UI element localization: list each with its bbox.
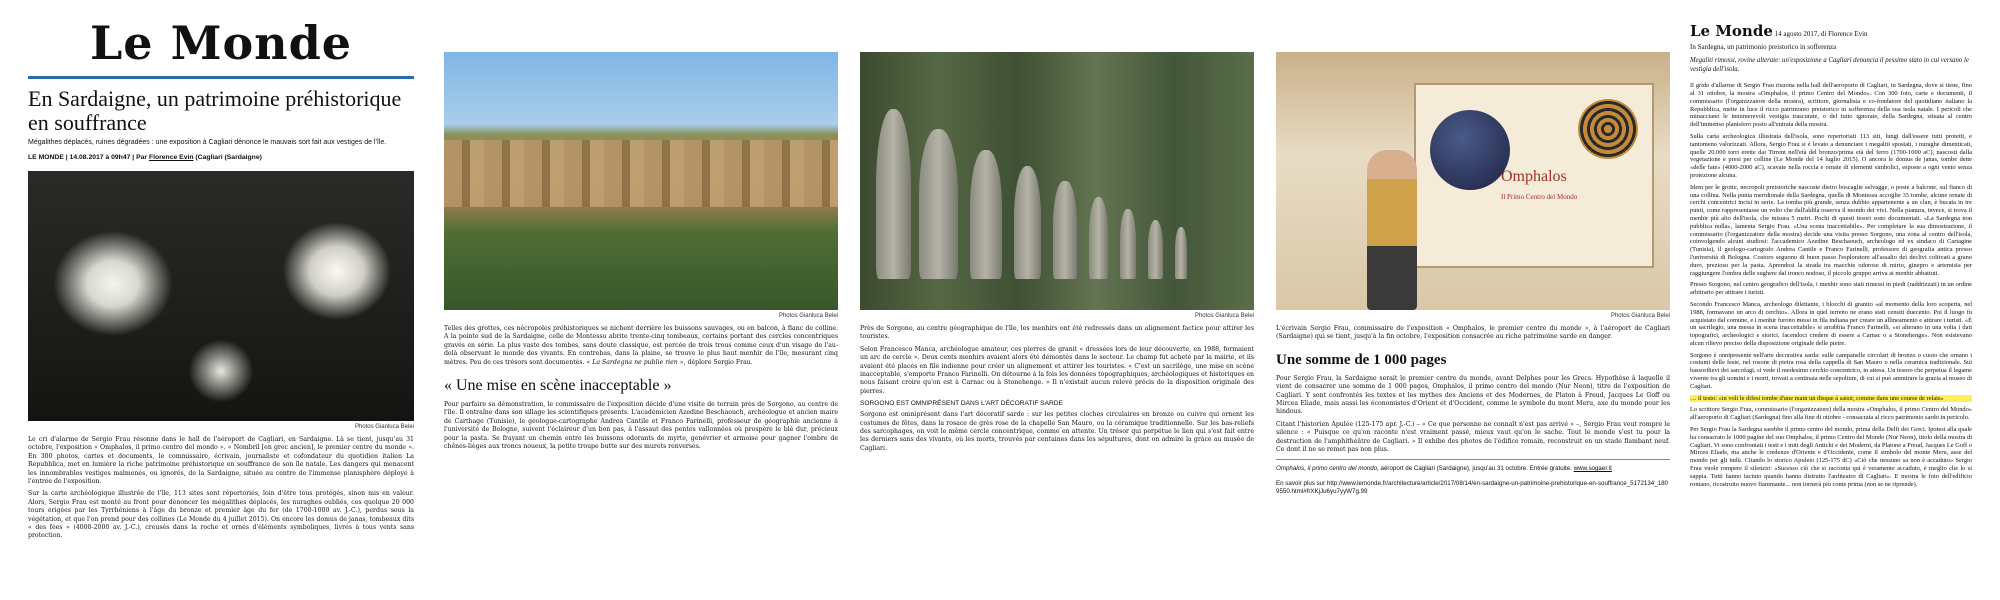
- le-monde-logo: Le Monde: [89, 16, 353, 70]
- highlighted-passage: … il testo: «in voli le difesi tombe d'une main un disque à saisir, comme dans une course de relais»: [1690, 395, 1972, 403]
- menhir: [1089, 197, 1109, 280]
- byline-prefix: LE MONDE | 14.08.2017 à 09h47 | Par: [28, 154, 149, 161]
- photo-credit: Photos Gianluca Belei: [1610, 313, 1670, 319]
- article-col-french-4: [1276, 0, 1670, 600]
- exhibition-panel: [1414, 83, 1654, 268]
- standfirst: Mégalithes déplacés, ruines dégradées : une exposition à Cagliari dénonce le mauvais sort fait aux vestiges de l'île.: [28, 139, 387, 146]
- paragraph: Presso Sorgono, nel centro geografico dell'isola, i menhir sono stati rimessi in piedi (raddrizzati) in un ordine arbitrario per attirare i turisti.: [1690, 281, 1972, 297]
- byline-suffix: (Cagliari (Sardaigne): [193, 154, 262, 161]
- paragraph: Pour Sergio Frau, la Sardaigne serait le premier centre du monde, avant Delphes pour les Grecs. Hypothèse à laquelle il vient de consacrer une somme de 1 000 pages, Omphalos, il primo centro del mondo (Nur Neon), titre de l'exposition de Cagliari. Y sont confrontés les textes et les mythes des Anciens et des Modernes, de Platon à Freud, Jacques Le Goff ou Mircea Eliade, mais aussi les économistes d'Orient et d'Occident, comme le symbole du mont Meru, axe du monde pour les hindous.: [1276, 374, 1670, 416]
- menhir: [1014, 166, 1042, 280]
- paragraph: L'écrivain Sergio Frau, commissaire de l'exposition « Omphalos, le premier centre du monde », à l'aéroport de Cagliari (Sardaigne) qui se tient, jusqu'à la fin octobre, l'exposition consacrée au riche patrimoine sarde en danger.: [1276, 325, 1670, 341]
- paragraph: Près de Sorgono, au centre géographique de l'île, les menhirs ont été redressés dans un alignement factice pour attirer les touristes.: [860, 325, 1254, 341]
- speaker-figure: [1367, 150, 1417, 310]
- paragraph: Secondo Francesco Manca, archeologo dilettante, i blocchi di granito «al momento della loro scoperta, nel 1988, formavano un arco di cerchio». Allora in quel terreno ne erano stati censiti duecento. Poi il luogo fu acquistato dal comune, e i menhir furono messi in fila indiana per creare un allineamento e attirare i turisti. «È un sacrilegio, una messa in scena inaccettabile» si arrabbia Franco Farinelli, «si alterano in una volta i dati topografici, archeologici e storici, facendoci credere di essere a Carnac o a Stonehenge». Non esistevano alcun rilievo preciso della disposizione originale delle pietre.: [1690, 300, 1972, 347]
- paragraph: Telles des grottes, ces nécropoles préhistoriques se nichent derrière les buissons sauvages, ou en balcon, à flanc de colline. A la pointe sud de la Sardaigne, celle de Montessu abrite trente-cinq tombeaux, certains portant des cercles concentriques gravés en série. La plus vaste des tombes, sans doute classique, est percée de trois trous comme ceux d'un visage de l'au-delà observant le monde des vivants. En contrebas, dans la plaine, se trouve le plus haut menhir de l'île, mesurant cinq mètres. Peu de ces trésors sont documentés. « La Sardegna ne publie rien », déplore Sergio Frau.: [444, 325, 838, 366]
- paragraph: Idem per le grotte, necropoli preistoriche nascoste dietro boscaglie selvagge, o poste a balcone, sul fianco di una collina. Nella punta meridionale della Sardegna, quella di Montessu accoglie 35 tombe, alcune ornate di cerchi concentrici incisi in serie. La tomba più grande, senza dubbio appartenente a un clan, è bucata in tre punti, come rappresentasse un volto che dall'aldilà osserva il mondo dei vivi. Nella pianura, invece, si trova il menhir più alto dell'isola, che misura 5 metri. Pochi di questi tesori sono documentati. «La Sardegna non pubblica nulla», lamenta Sergio Frau. «Una scena inaccettabile». Per completare la sua dimostrazione, il commissario (l'organizzatore della mostra) decide una visita presso Sorgono, una zona al centro dell'isola, coinvolgendo alcuni studiosi: l'accademico Azedine Beschaouch, archeologo ed ex sindaco di Cartagine (Tunisia), il geologo-cartografo Andrea Cantile e Franco Farinelli, professore di geografia antica presso l'università di Bologna. Costoro seguono di buon passo l'esploratore all'assalto dei declivi coltivati a grano duro, prezioso per la pasta. Aprendosi la strada tra macchie odorose di mirto, ginepro e artemisia per raggiungere l'ombra delle sughere dal tronco nodoso, il piccolo gruppo arriva ai menhir abbattuti.: [1690, 183, 1972, 277]
- exhibition-disc: [1578, 99, 1638, 159]
- paragraph: Sorgono est omniprésent dans l'art décoratif sarde : sur les petites cloches circulaires en bronze ou cuivre qui ornent les costumes de fêtes, dans la rosace de grès rose de la chapelle San Mauro, ou la céramique traditionnelle. Sur les bas-reliefs des sarcophages, on voit le même cercle concentrique, comme en attente. Un trésor qui perpétue le lien qui s'est fait entre les derniers sans des vivants, où les morts, trouvés par centaines dans les sépultures, dont on admire la grâce au musée de Cagliari.: [860, 411, 1254, 452]
- paragraph: Sorgono è onnipresente nell'arte decorativa sarda: sulle campanelle circolari di bronzo o cuoio che ornano i costumi delle feste, nel rosone di pietra rosa della cappella di San Mauro o nella ceramica tradizionale. Sui bassorilievi dei sarcofagi, si vede il medesimo cerchio concentrico, in attesa. Un tesoro che perpetua il legame vivente tra gli uomini e i morti, trovati a centinaia nelle sepolture, di cui si può ammirare la grazia al museo di Cagliari.: [1690, 351, 1972, 390]
- expo-subtitle: Il Primo Centro del Mondo: [1500, 193, 1578, 202]
- photo-montessu-necropolis: [444, 52, 838, 310]
- paragraph: Le cri d'alarme de Sergio Frau résonne dans le hall de l'aéroport de Cagliari, en Sardaigne. Là se tient, jusqu'au 31 octobre, l'exposition « Omphalos, il primo centro del mondo ». « Nombril [en grec ancien], le premier centre du monde ». En 300 photos, cartes et documents, le commissaire, écrivain, journaliste et cofondateur du quotidien italien La Repubblica, met en lumière la riche patrimoine préhistorique en souffrance de son île natale. Les dangers qui menacent les innombrables vestiges malmenés, ou ignorés, de la Sardaigne, située au centre de l'immense planisphère déployé à l'entrée de l'exposition.: [28, 436, 414, 486]
- byline-author-link[interactable]: Florence Evin: [148, 154, 194, 161]
- menhir: [1053, 181, 1077, 279]
- source-url: En savoir plus sur http://www.lemonde.fr/architecture/article/2017/08/14/en-sardaigne-un-patrimoine-prehistorique-en-souffrance_5172134_1809550.html#frXKjJu6yu7yyW7g.99: [1276, 479, 1668, 496]
- le-monde-logo-small: Le Monde: [1690, 22, 1773, 40]
- section-heading: Une somme de 1 000 pages: [1276, 351, 1447, 368]
- article-headline: En Sardaigne, un patrimoine préhistorique en souffrance: [28, 86, 402, 135]
- logo-rule: [28, 76, 414, 79]
- photo-credit: Photos Gianluca Belei: [354, 424, 414, 430]
- exhibition-globe: [1430, 110, 1510, 190]
- photo-sorgono-menhirs: [860, 52, 1254, 310]
- menhir: [1148, 220, 1164, 279]
- italian-standfirst: Megaliti rimossi, rovine alterate: un'esposizione a Cagliari denuncia il pessimo stato in cui versano le vestigia dell'isola.: [1690, 57, 1969, 73]
- paragraph: Pour parfaire sa démonstration, le commissaire de l'exposition décide d'une visite de terrain près de Sorgono, au centre de l'île. Il entraîne dans son sillage les scientifiques présents. L'académicien Azedine Beschaouch, archéologue et ancien maire de Carthage (Tunisie), le géologue-cartographe Andrea Cantile et Franco Farinelli, professeur de géographie ancienne à l'université de Bologne, suivent l'éclaireur d'un bon pas, à l'assaut des pentes vallonnées où prospère le blé dur, précieux pour la pasta. Se frayant un chemin entre les buissons odorants de myrte, genévrier et armoise pour gagner l'ombre de chênes-lièges aux troncs noueux, la petite troupe butte sur des murets renversés.: [444, 401, 838, 451]
- section-heading: « Une mise en scène inacceptable »: [444, 377, 672, 395]
- article-col-french-1: [28, 0, 414, 600]
- paragraph: Per Sergio Frau la Sardegna sarebbe il primo centro del mondo, prima della Delfi dei Greci. Ipotesi alla quale ha consacrato le 1000 pagine del suo Omphalos, il primo Centro del Mondo (Nur Neon), titolo della mostra di Cagliari. Vi sono confrontati i testi e i miti degli Antichi e dei Moderni, da Platone a Freud, Jacques Le Goff o Mircea Eliade, ma anche le credenze d'Oriente e d'Occidente, come il simbolo del monte Meru, asse del mondo per gli indù. Citando lo storico Apuleio (125-175 dC) «Ciò che nessuno sa non è accaduto» Sergio Frau vuole rompere il silenzio: «Sucesso ciò che si racconta qui è veramente accaduto, è meglio che lo si sappia. Tutti hanno taciuto quando hanno distrutto l'anfiteatro di Cagliari». E mostra le foto dell'edificio romano, ricostruito nuovo fiammante... non tornerà più come prima (non se ne riprende).: [1690, 426, 1972, 488]
- info-rule: [1276, 459, 1670, 460]
- article-col-french-3: [860, 0, 1254, 600]
- paragraph: Citant l'historien Apulée (125-175 apr. J.-C.) – « Ce que personne ne connaît n'est pas arrivé » –, Sergio Frau veut rompre le silence : « Puisque ce qu'on raconte n'est vraiment passé, mieux vaut qu'on le sache. Tout le monde s'est tu pour la destruction de l'amphithéâtre de Cagliari. » Il exhibe des photos de l'édifice romain, reconstruit en un stade flambant neuf. Ce dont il ne se remet pas non plus.: [1276, 420, 1670, 454]
- photo-sergio-frau-exhibition: [1276, 52, 1670, 310]
- cliff-band: [444, 140, 838, 207]
- photo-credit: Photos Gianluca Belei: [778, 313, 838, 319]
- article-col-italian: [1690, 0, 1972, 600]
- expo-title: Omphalos: [1500, 168, 1567, 186]
- photo-domus-de-janas: [28, 171, 414, 421]
- paragraph: Sur la carte archéologique illustrée de l'île, 113 sites sont répertoriés, loin d'être tous protégés, sinon mis en valeur. Alors, Sergio Frau est monté au front pour dénoncer les mégalithes déplacés, les nuraghes oubliés, ces quelque 20 000 tours érigées par les Tyrrhéniens à l'âge du bronze et premier âge du fer (de 1700-1000 av. J.-C.), perdus sous la végétation, et que l'on prend pour des collines (Le Monde du 4 juillet 2015). On encore les domus de janas, tombeaux dits « des fées » (4000-2000 av. J.-C.), creusés dans la roche et ornés d'éléments symboliques, livrés à tous vents sans protection.: [28, 490, 414, 540]
- subheading: SORGONO EST OMNIPRÉSENT DANS L'ART DÉCORATIF SARDE: [860, 400, 1063, 408]
- paragraph: Sulla carta archeologica illustrata dell'isola, sono repertoriati 113 siti, lungi dall'essere tutti protetti, e tantomeno valorizzati. Allora, Sergio Frau si è levato a denunciare i megaliti spostati, i nuraghe dimenticati, quelle 20.000 torri erette dai Tirreni nell'età del bronzo/prima età del ferro (1700-1000 aC), nascosti dalla vegetazione e presi per colline (Le Monde del 14 luglio 2015). O ancora le domus de janas, tombe dette «delle fate» (4000-2000 aC), scavate nella roccia e ornate di elementi simbolici, esposte a ogni vento senza protezione alcuna.: [1690, 132, 1972, 179]
- menhir: [919, 129, 958, 279]
- menhir: [970, 150, 1002, 279]
- menhir: [876, 109, 911, 279]
- exhibition-info: Omphalos, il primo centro del mondo, aéroport de Cagliari (Sardaigne), jusqu'au 31 octobre. Entrée gratuite. www.sogaer.it: [1276, 465, 1612, 473]
- italian-title: In Sardegna, un patrimonio preistorico in sofferenza: [1690, 43, 1837, 51]
- byline: [28, 154, 414, 161]
- menhir: [1175, 227, 1187, 279]
- italian-header: [1690, 22, 1972, 41]
- paragraph: Selon Francesco Manca, archéologue amateur, ces pierres de granit « dressées lors de leur découverte, en 1988, formaient un arc de cercle ». Deux cents menhirs avaient alors été démontés dans le secteur. Le champ fut acheté par la mairie, et ils avaient été placés en file indienne pour créer un alignement et attirer les touristes. « C'est un sacrilège, une mise en scène inacceptable, s'emporte Franco Farinelli. On détourne à la fois les données topographiques, archéologiques et historiques en nous faisant croire qu'on est à Carnac ou à Stonehenge. » Il n'existait aucun relevé précis de la disposition originale des pierres.: [860, 345, 1254, 395]
- paragraph: Il grido d'allarme di Sergio Frau risuona nella hall dell'aeroporto di Cagliari, in Sardegna, dove si tiene, fino al 31 ottobre, la mostra «Omphalos, il primo Centro del Mondo». Con 300 foto, carte e documenti, il commissario (l'organizzatore della mostra), scrittore, giornalista e co-fondatore del quotidiano italiano la Repubblica, mette in luce il ricco patrimonio preistorico in sofferenza della sua isola natale. I pericoli che minacciano le innumerevoli vestigia trascurate, o del tutto ignorate, della Sardegna, situata al centro dell'immenso planisfero posto all'entrata della mostra.: [1690, 82, 1972, 129]
- menhir: [1120, 209, 1136, 279]
- article-col-french-2: [444, 0, 838, 600]
- source-url-link[interactable]: http://www.lemonde.fr/architecture/article/2017/08/14/en-sardaigne-un-patrimoine-prehistorique-en-souffrance_5172134_1809550.html#frXKjJu6yu7yyW7g.99: [1276, 479, 1668, 496]
- paragraph: Lo scrittore Sergio Frau, commissario (l'organizzatore) della mostra «Omphalos, il primo Centro del Mondo» all'aeroporto di Cagliari (Sardegna) fino alla fine di ottobre - consacrata al ricco patrimonio sardo in pericolo.: [1690, 406, 1972, 422]
- photo-credit: Photos Gianluca Belei: [1194, 313, 1254, 319]
- info-link[interactable]: www.sogaer.it: [1573, 465, 1612, 473]
- article-date-author: 14 agosto 2017, di Florence Evin: [1772, 30, 1868, 38]
- menhir-row: [860, 52, 1254, 310]
